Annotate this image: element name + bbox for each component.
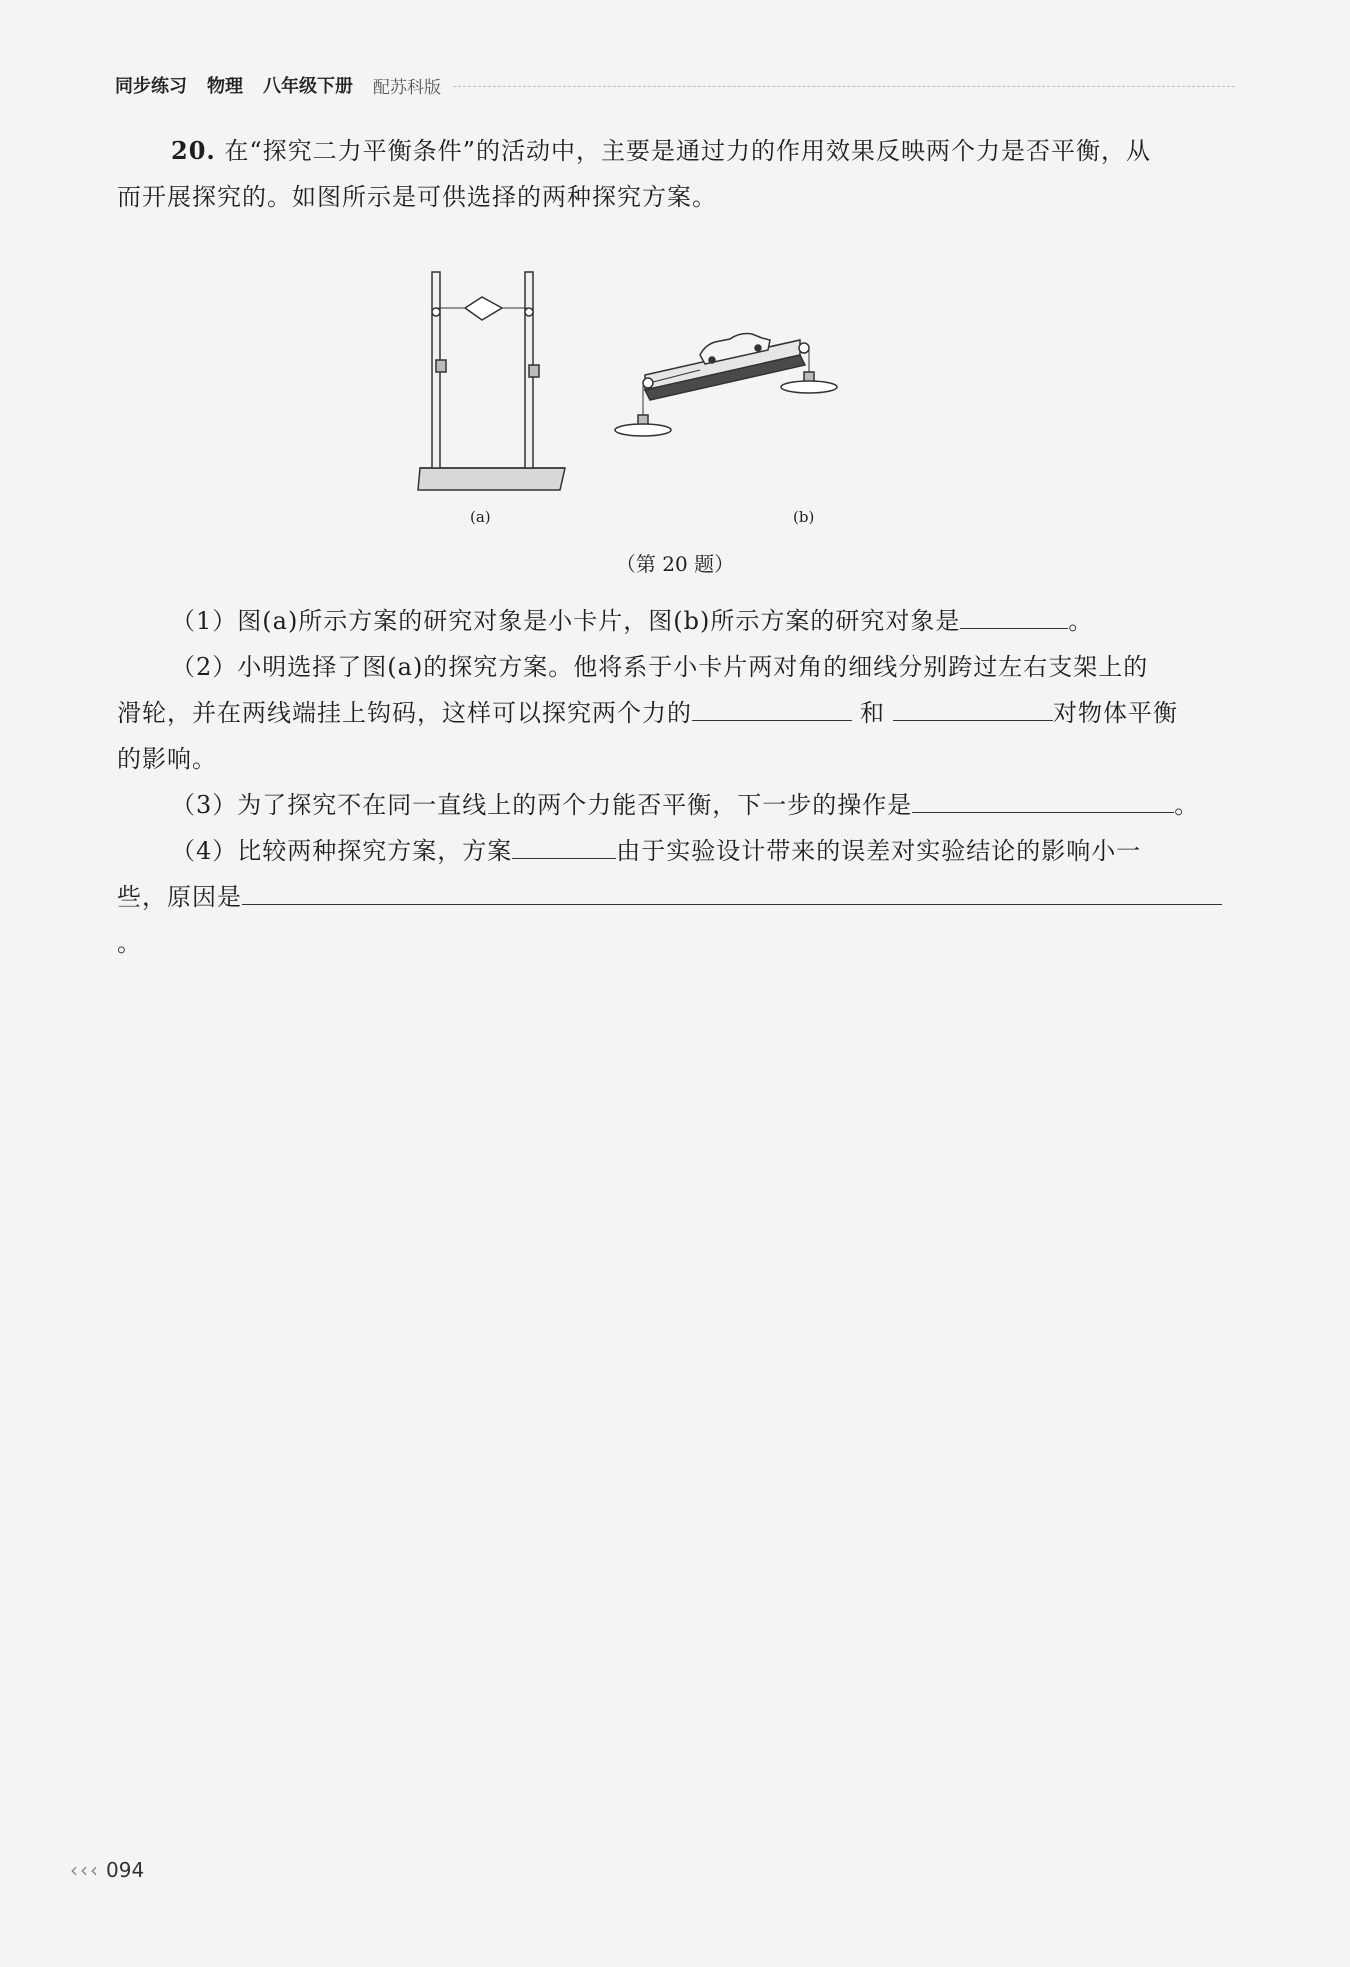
part-2-text2b: 和: [860, 699, 885, 727]
header-rule: [453, 86, 1235, 87]
part-3-answer-blank[interactable]: [912, 784, 1174, 813]
question-stem-text1: 在“探究二力平衡条件”的活动中，主要是通过力的作用效果反映两个力是否平衡，从: [224, 137, 1151, 165]
part-1-answer-blank[interactable]: [960, 600, 1068, 629]
figure-a-label: (a): [470, 508, 491, 526]
page-footer: [70, 1858, 144, 1882]
question-stem-line1: [117, 128, 1237, 174]
part-1-end: 。: [1068, 607, 1094, 635]
part-2-answer-blank-2[interactable]: [893, 692, 1053, 721]
header-subject: 物理: [207, 76, 243, 97]
part-3-text: （3）为了探究不在同一直线上的两个力能否平衡，下一步的操作是: [171, 791, 913, 819]
part-2-answer-blank-1[interactable]: [692, 692, 852, 721]
header-series: 同步练习: [115, 76, 187, 97]
part-2-line3: 的影响。: [117, 745, 217, 773]
chevrons-icon: ‹‹‹: [70, 1858, 100, 1882]
page-number: 094: [106, 1858, 145, 1882]
part-2-line2: [117, 690, 1237, 736]
experiment-figure: [400, 260, 960, 540]
part-3-end: 。: [1174, 791, 1200, 819]
part-4-answer-blank-1[interactable]: [512, 830, 616, 859]
question-number: 20.: [171, 136, 216, 165]
part-3: [117, 782, 1237, 828]
figure-b-label: (b): [793, 508, 815, 526]
part-4-end: 。: [117, 929, 142, 957]
part-1-text: （1）图(a)所示方案的研究对象是小卡片，图(b)所示方案的研究对象是: [171, 607, 961, 635]
part-4-line1: [117, 828, 1237, 874]
part-4-text2: 些，原因是: [117, 883, 242, 911]
part-2-text1: （2）小明选择了图(a)的探究方案。他将系于小卡片两对角的细线分别跨过左右支架上的: [171, 653, 1149, 681]
part-1: [117, 598, 1237, 644]
question-stem-line2: 而开展探究的。如图所示是可供选择的两种探究方案。: [117, 183, 717, 211]
part-4-line2: [117, 874, 1237, 966]
figure-caption: （第 20 题）: [615, 552, 735, 576]
part-2-text2a: 滑轮，并在两线端挂上钩码，这样可以探究两个力的: [117, 699, 692, 727]
header-edition: 配苏科版: [373, 77, 441, 98]
page-header: [115, 70, 1235, 100]
figure-a-apparatus: [418, 272, 565, 490]
part-2-line1: [117, 644, 1237, 690]
part-2-text2c: 对物体平衡: [1053, 699, 1178, 727]
part-4-text1b: 由于实验设计带来的误差对实验结论的影响小一: [616, 837, 1142, 865]
figure-b-apparatus: [615, 334, 837, 436]
part-4-answer-blank-2[interactable]: [242, 876, 1222, 905]
header-grade: 八年级下册: [263, 76, 353, 97]
part-4-text1a: （4）比较两种探究方案，方案: [171, 837, 513, 865]
